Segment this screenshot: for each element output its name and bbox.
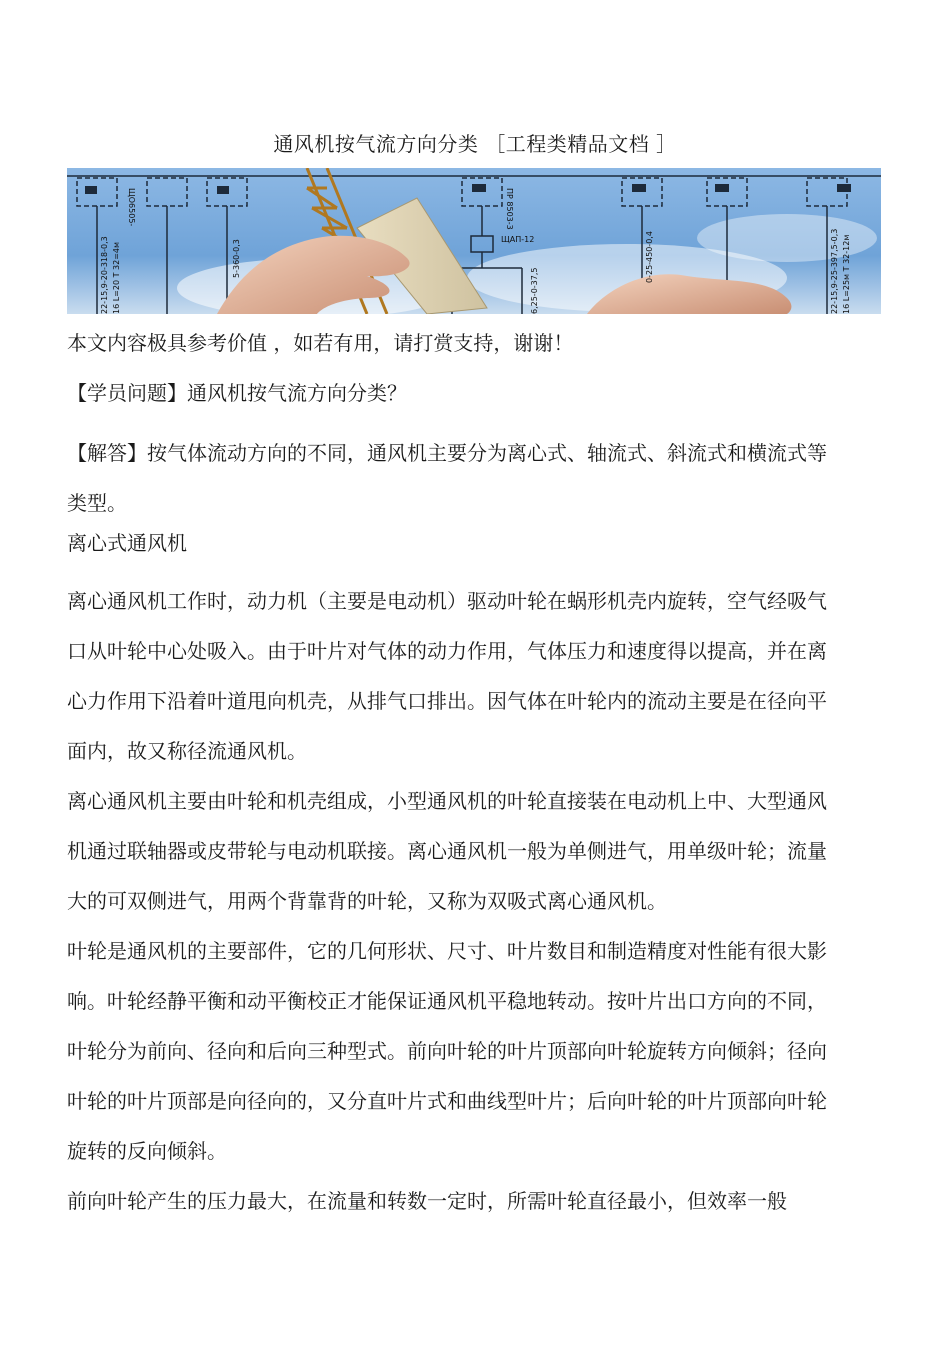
schematic-label: ЩАП-12 [501,235,535,244]
schematic-label: ЩО6505- [127,188,136,227]
banner-image [67,168,881,314]
schematic-label: ПР 8503-3 [505,188,514,230]
answer-paragraph: 【解答】按气体流动方向的不同，通风机主要分为离心式、轴流式、斜流式和横流式等类型。 [67,441,827,515]
section-heading: 离心式通风机 [67,531,187,555]
student-question: 【学员问题】通风机按气流方向分类？ [67,381,407,405]
schematic-label: 22-15,9-20-318-0,3 [100,236,109,314]
body-paragraph: 离心通风机主要由叶轮和机壳组成，小型通风机的叶轮直接装在电动机上中、大型通风机通过联轴器或皮带轮与电动机联接。离心通风机一般为单侧进气，用单级叶轮；流量大的可双侧进气，用两个背靠背的叶轮，又称为双吸式离心通风机。 [67,789,827,913]
schematic-label: 22-15,9-25-397,5-0,3 [830,228,839,314]
schematic-label: 16 L=20 Т 32=4м [112,241,121,314]
schematic-label: 6,25-0-37,5 [530,267,539,314]
schematic-label: 0-25-450-0,4 [645,231,654,283]
schematic-label: 5-360-0,3 [232,239,241,278]
body-paragraph: 离心通风机工作时，动力机（主要是电动机）驱动叶轮在蜗形机壳内旋转，空气经吸气口从叶轮中心处吸入。由于叶片对气体的动力作用，气体压力和速度得以提高，并在离心力作用下沿着叶道甩向机壳，从排气口排出。因气体在叶轮内的流动主要是在径向平面内，故又称径流通风机。 [67,589,827,763]
body-paragraph: 前向叶轮产生的压力最大，在流量和转数一定时，所需叶轮直径最小，但效率一般 [67,1189,787,1213]
intro-note: 本文内容极具参考价值 ，如若有用，请打赏支持，谢谢！ [67,331,574,355]
document-title: 通风机按气流方向分类 ［工程类精品文档 ］ [273,132,677,156]
schematic-label: 16 L=25м Т 32-12м [842,234,851,314]
body-paragraph: 叶轮是通风机的主要部件，它的几何形状、尺寸、叶片数目和制造精度对性能有很大影响。叶轮经静平衡和动平衡校正才能保证通风机平稳地转动。按叶片出口方向的不同，叶轮分为前向、径向和后向三种型式。前向叶轮的叶片顶部向叶轮旋转方向倾斜；径向叶轮的叶片顶部是向径向的，又分直叶片式和曲线型叶片；后向叶轮的叶片顶部向叶轮旋转的反向倾斜。 [67,939,827,1163]
